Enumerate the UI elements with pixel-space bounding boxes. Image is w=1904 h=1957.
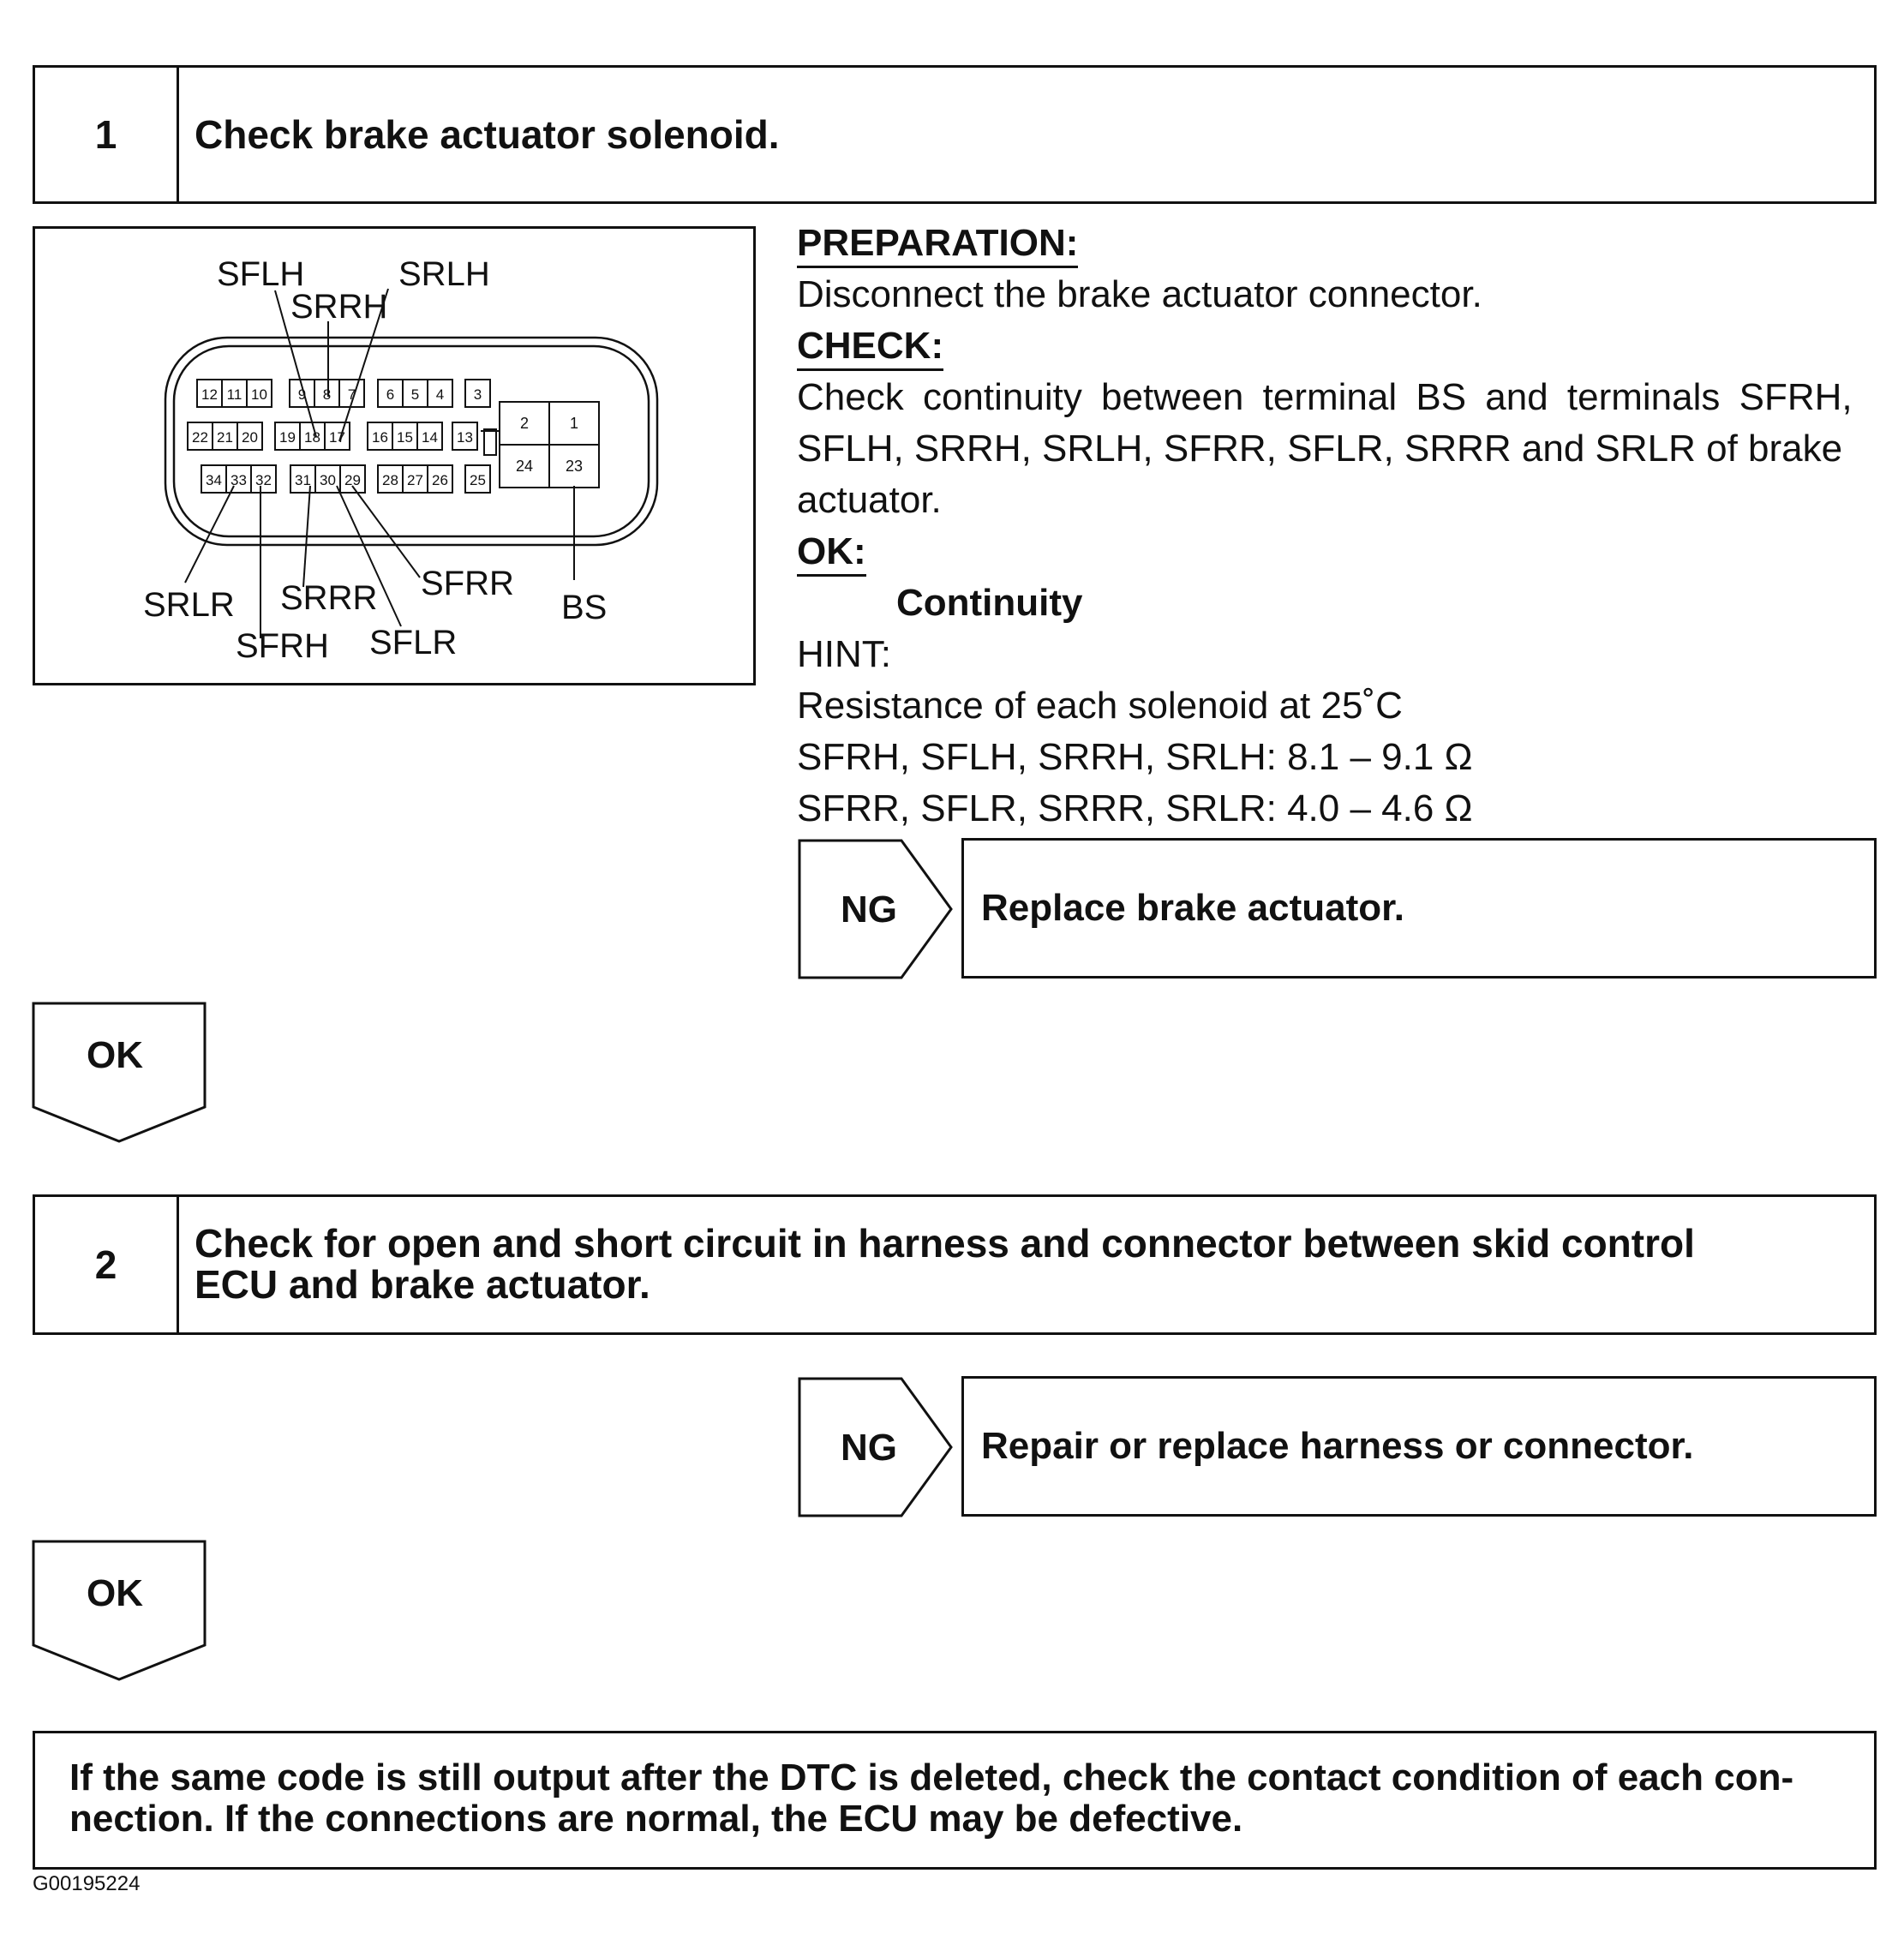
hint-line-2: SFRH, SFLH, SRRH, SRLH: 8.1 – 9.1 Ω [797, 736, 1473, 778]
terminal-1: 1 [569, 415, 579, 432]
terminal-number: 12 [201, 386, 218, 403]
ng-1-action-text: Replace brake actuator. [981, 887, 1405, 929]
preparation-heading: PREPARATION: [797, 218, 1078, 269]
step-2-title-line-1: Check for open and short circuit in harness and connector between skid control [195, 1221, 1695, 1266]
step-1-number: 1 [35, 68, 179, 201]
hint-line-3: SFRR, SFLR, SRRR, SRLR: 4.0 – 4.6 Ω [797, 787, 1473, 829]
ok-1-tag: OK [87, 1034, 143, 1076]
ng-2-action [961, 1376, 1877, 1517]
terminal-number: 29 [344, 472, 361, 488]
terminal-number: 18 [304, 429, 320, 446]
terminal-2: 2 [519, 415, 530, 432]
label-srlr: SRLR [143, 586, 235, 624]
ok-value: Continuity [896, 582, 1083, 624]
terminal-number: 7 [347, 386, 356, 403]
terminal-number: 13 [457, 429, 473, 446]
step-2-number: 2 [35, 1197, 179, 1332]
terminal-number: 34 [206, 472, 222, 488]
ok-arrow-2 [31, 1539, 209, 1683]
check-text-line-2: SFLH, SRRH, SRLH, SFRR, SFLR, SRRR and SRLR of brake [797, 428, 1843, 470]
step-1-title: Check brake actuator solenoid. [195, 112, 780, 157]
terminal-23: 23 [565, 458, 584, 475]
terminal-number: 16 [372, 429, 388, 446]
terminal-number: 31 [295, 472, 311, 488]
terminal-number: 33 [231, 472, 247, 488]
label-sflh: SFLH [217, 255, 305, 293]
terminal-number: 17 [329, 429, 345, 446]
terminal-number: 5 [410, 386, 420, 403]
terminal-number: 4 [435, 386, 445, 403]
terminal-number: 28 [382, 472, 398, 488]
ng-2-action-text: Repair or replace harness or connector. [981, 1425, 1694, 1467]
terminal-number: 32 [255, 472, 272, 488]
final-note-line-1: If the same code is still output after the DTC is deleted, check the contact condition of each con- [69, 1757, 1794, 1798]
ok-heading: OK: [797, 526, 866, 578]
preparation-text: Disconnect the brake actuator connector. [797, 273, 1482, 315]
terminal-number: 9 [297, 386, 307, 403]
check-heading: CHECK: [797, 320, 943, 372]
ng-arrow-2 [797, 1376, 960, 1518]
small-tab [484, 429, 496, 455]
step-2-title [195, 1223, 1848, 1305]
step-2-header [33, 1194, 1877, 1335]
ng-arrow-1 [797, 838, 960, 980]
connector-diagram [33, 226, 756, 685]
terminal-number: 25 [470, 472, 486, 488]
terminal-number: 19 [279, 429, 296, 446]
final-note-line-2: nection. If the connections are normal, the ECU may be defective. [69, 1798, 1243, 1840]
terminal-number: 14 [422, 429, 438, 446]
terminal-number: 22 [192, 429, 208, 446]
terminal-number: 8 [322, 386, 332, 403]
check-text-line-1: Check continuity between terminal BS and terminals SFRH, [797, 376, 1853, 418]
ng-2-tag: NG [841, 1427, 897, 1469]
label-bs: BS [561, 589, 608, 626]
terminal-number: 26 [432, 472, 448, 488]
ok-arrow-1 [31, 1001, 209, 1145]
terminal-24: 24 [515, 458, 534, 475]
terminal-number: 30 [320, 472, 336, 488]
label-srlh: SRLH [398, 255, 490, 293]
ok-2-tag: OK [87, 1572, 143, 1614]
terminal-number: 6 [386, 386, 395, 403]
terminal-number: 3 [473, 386, 482, 403]
step-1-header [33, 65, 1877, 204]
figure-code: G00195224 [33, 1872, 141, 1895]
label-srrr: SRRR [280, 579, 378, 617]
label-srrh: SRRH [290, 288, 388, 326]
final-note [33, 1731, 1877, 1870]
terminal-number: 20 [242, 429, 258, 446]
ng-1-tag: NG [841, 889, 897, 931]
label-sfrh: SFRH [236, 627, 329, 665]
label-sflr: SFLR [369, 624, 458, 661]
leader-sfrr [352, 486, 420, 578]
terminal-number: 15 [397, 429, 413, 446]
terminal-number: 27 [407, 472, 423, 488]
check-text-line-3: actuator. [797, 479, 942, 521]
terminal-number: 11 [226, 386, 242, 403]
terminal-number: 21 [217, 429, 233, 446]
connector-svg [35, 229, 753, 683]
terminal-number: 10 [251, 386, 267, 403]
ng-1-action [961, 838, 1877, 978]
label-sfrr: SFRR [421, 565, 514, 602]
hint-label: HINT: [797, 633, 891, 675]
step-2-title-line-2: ECU and brake actuator. [195, 1262, 650, 1307]
hint-line-1: Resistance of each solenoid at 25˚C [797, 685, 1403, 727]
